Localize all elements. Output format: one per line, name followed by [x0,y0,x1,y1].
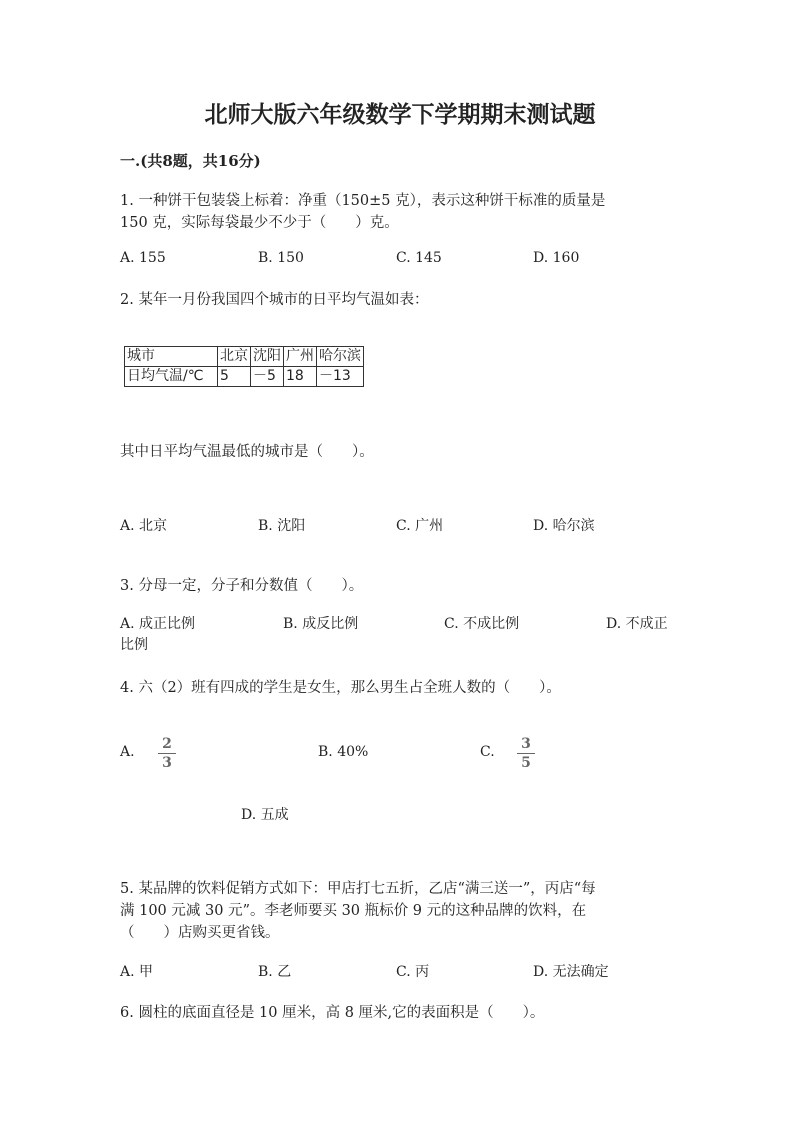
q2-follow: 其中日平均气温最低的城市是（ ）。 [120,444,374,460]
table-cell: 5 [218,367,251,387]
fraction-bar [517,753,535,754]
table-cell: 城市 [125,347,218,367]
fraction-denominator: 3 [162,755,172,771]
table-row [125,367,364,387]
q3-stem: 3. 分母一定，分子和分数值（ ）。 [120,578,364,594]
fraction-numerator: 3 [521,736,531,752]
q1-option-a[interactable]: A. 155 [120,250,166,266]
q2-option-d[interactable]: D. 哈尔滨 [533,518,595,534]
q5-option-b[interactable]: B. 乙 [258,964,292,980]
q5-stem-line2: 满 100 元减 30 元”。李老师要买 30 瓶标价 9 元的这种品牌的饮料，在 [120,903,587,919]
table-cell: 沈阳 [251,347,284,367]
table-cell: 日均气温/℃ [125,367,218,387]
q6-stem: 6. 圆柱的底面直径是 10 厘米，高 8 厘米,它的表面积是（ ）。 [120,1005,545,1021]
q2-stem: 2. 某年一月份我国四个城市的日平均气温如表： [120,292,429,308]
q3-option-d-wrap: 比例 [120,637,148,653]
fraction-numerator: 2 [162,736,172,752]
q5-stem-line3: （ ）店购买更省钱。 [120,925,280,941]
q4-fraction-c [517,736,535,771]
table-header-row [125,347,364,367]
q3-option-d[interactable]: D. 不成正 [606,616,668,632]
table-cell: 18 [284,367,317,387]
q2-option-a[interactable]: A. 北京 [120,518,168,534]
q1-option-c[interactable]: C. 145 [396,250,442,266]
table-cell: 广州 [284,347,317,367]
table-cell: 哈尔滨 [317,347,364,367]
section-heading: 一.(共8题，共16分) [120,152,261,170]
page-title: 北师大版六年级数学下学期期末测试题 [204,101,596,128]
q5-option-a[interactable]: A. 甲 [120,964,154,980]
q5-option-c[interactable]: C. 丙 [396,964,430,980]
q1-stem-line2: 150 克，实际每袋最少不少于（ ）克。 [120,215,399,231]
q3-option-c[interactable]: C. 不成比例 [444,616,520,632]
temperature-table [124,346,364,387]
q4-option-a[interactable]: A. [120,744,135,760]
fraction-bar [158,753,176,754]
q4-option-b[interactable]: B. 40% [318,744,369,760]
q4-stem: 4. 六（2）班有四成的学生是女生，那么男生占全班人数的（ ）。 [120,680,561,696]
table-cell: －5 [251,367,284,387]
q2-option-c[interactable]: C. 广州 [396,518,444,534]
q1-stem-line1: 1. 一种饼干包装袋上标着：净重（150±5 克），表示这种饼干标准的质量是 [120,193,606,209]
q2-option-b[interactable]: B. 沈阳 [258,518,306,534]
q5-stem-line1: 5. 某品牌的饮料促销方式如下：甲店打七五折，乙店“满三送一”，丙店“每 [120,881,596,897]
q5-option-d[interactable]: D. 无法确定 [533,964,609,980]
q4-fraction-a [158,736,176,771]
table-cell: －13 [317,367,364,387]
q1-option-b[interactable]: B. 150 [258,250,304,266]
q3-option-b[interactable]: B. 成反比例 [283,616,359,632]
table-cell: 北京 [218,347,251,367]
q3-option-a[interactable]: A. 成正比例 [120,616,196,632]
fraction-denominator: 5 [521,755,531,771]
q4-option-d[interactable]: D. 五成 [241,807,289,823]
q1-option-d[interactable]: D. 160 [533,250,580,266]
q4-option-c[interactable]: C. [480,744,495,760]
